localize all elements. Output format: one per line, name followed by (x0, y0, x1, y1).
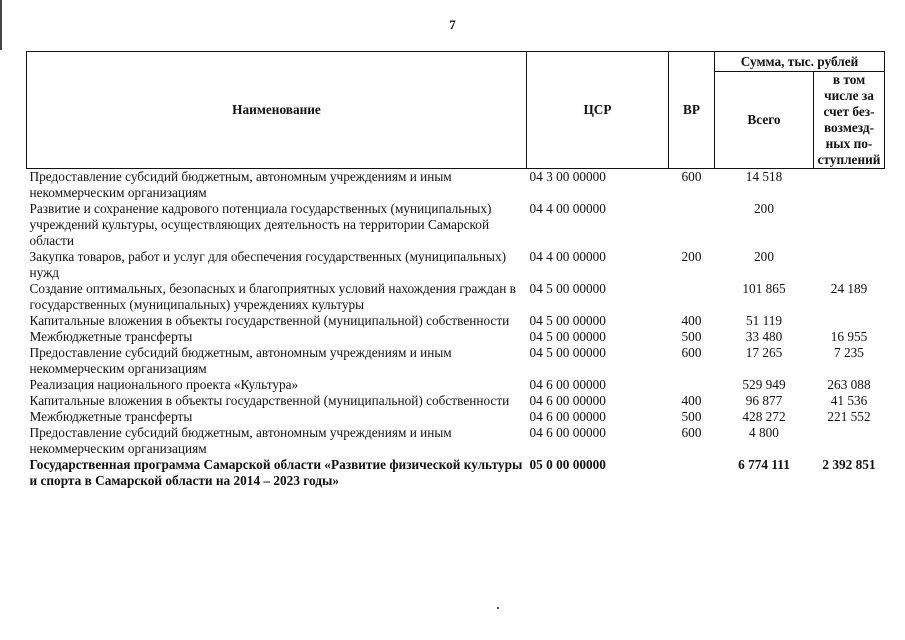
row-name: Межбюджетные трансферты (29, 329, 193, 344)
row-csr: 04 4 00 00000 (529, 249, 606, 264)
row-vr (669, 201, 715, 249)
row-total: 200 (754, 201, 774, 216)
table-row (27, 457, 885, 489)
row-csr: 04 4 00 00000 (529, 201, 606, 216)
row-share (814, 249, 885, 281)
table-row (27, 281, 885, 313)
row-csr: 04 6 00 00000 (529, 393, 606, 408)
row-name: Государственная программа Самарской области «Развитие физической культуры и спорта в Самарской области на 2014 – 2023 годы» (29, 457, 523, 488)
row-vr: 600 (681, 169, 702, 184)
table-row (27, 377, 885, 393)
row-csr: 04 5 00 00000 (529, 281, 606, 296)
row-total: 428 272 (742, 409, 786, 424)
page-number: 7 (449, 17, 456, 32)
table-row (27, 249, 885, 281)
table-row (27, 329, 885, 345)
header-vr: ВР (669, 52, 715, 169)
header-name: Наименование (27, 52, 527, 169)
row-csr: 04 6 00 00000 (529, 425, 606, 440)
row-share: 221 552 (827, 409, 871, 424)
row-vr (669, 377, 715, 393)
row-vr (669, 457, 715, 489)
row-name: Капитальные вложения в объекты государственной (муниципальной) собственности (29, 313, 510, 328)
row-name: Межбюджетные трансферты (29, 409, 193, 424)
table-header (27, 52, 885, 169)
table-row (27, 409, 885, 425)
row-share: 2 392 851 (822, 457, 876, 472)
row-vr: 600 (681, 345, 702, 360)
row-total: 200 (754, 249, 774, 264)
row-csr: 04 5 00 00000 (529, 313, 606, 328)
row-name: Реализация национального проекта «Культура» (29, 377, 299, 392)
row-vr: 400 (681, 393, 702, 408)
row-total: 4 800 (749, 425, 779, 440)
table-row (27, 313, 885, 329)
row-csr: 04 6 00 00000 (529, 377, 606, 392)
row-vr (669, 281, 715, 313)
row-csr: 04 5 00 00000 (529, 345, 606, 360)
row-vr: 600 (681, 425, 702, 440)
row-total: 51 119 (745, 313, 783, 328)
row-share (814, 313, 885, 329)
row-name: Предоставление субсидий бюджетным, автономным учреждениям и иным некоммерческим организациям (29, 345, 452, 376)
row-name: Капитальные вложения в объекты государственной (муниципальной) собственности (29, 393, 510, 408)
row-total: 6 774 111 (738, 457, 790, 472)
row-csr: 04 6 00 00000 (529, 409, 606, 424)
table-row (27, 393, 885, 409)
row-total: 17 265 (745, 345, 783, 360)
row-name: Предоставление субсидий бюджетным, автономным учреждениям и иным некоммерческим организациям (29, 425, 452, 456)
row-vr: 500 (681, 409, 702, 424)
table-row (27, 425, 885, 457)
row-share: 41 536 (830, 393, 868, 408)
row-total: 101 865 (742, 281, 786, 296)
table-row (27, 169, 885, 202)
header-total: Всего (715, 72, 814, 169)
row-vr: 500 (681, 329, 702, 344)
row-total: 14 518 (745, 169, 783, 184)
row-share: 7 235 (834, 345, 864, 360)
scan-speck (497, 607, 499, 609)
row-total: 529 949 (742, 377, 786, 392)
row-name: Развитие и сохранение кадрового потенциала государственных (муниципальных) учреждений культуры, осуществляющих деятельность на территории Самарской области (29, 201, 492, 248)
row-share (814, 201, 885, 249)
budget-table (26, 51, 885, 489)
table-body (27, 169, 885, 490)
row-total: 33 480 (745, 329, 783, 344)
row-name: Создание оптимальных, безопасных и благоприятных условий нахождения граждан в государственных (муниципальных) учреждениях культуры (29, 281, 516, 312)
row-vr: 200 (681, 249, 702, 264)
row-csr: 04 3 00 00000 (529, 169, 606, 184)
row-share: 16 955 (830, 329, 868, 344)
row-share (814, 425, 885, 457)
row-share: 24 189 (830, 281, 868, 296)
table-row (27, 201, 885, 249)
table-row (27, 345, 885, 377)
row-csr: 04 5 00 00000 (529, 329, 606, 344)
row-total: 96 877 (745, 393, 783, 408)
row-share (814, 169, 885, 202)
row-share: 263 088 (827, 377, 871, 392)
row-name: Закупка товаров, работ и услуг для обеспечения государственных (муниципальных) нужд (29, 249, 507, 280)
row-name: Предоставление субсидий бюджетным, автономным учреждениям и иным некоммерческим организациям (29, 169, 452, 200)
header-sum: Сумма, тыс. рублей (715, 52, 885, 72)
header-csr: ЦСР (527, 52, 669, 169)
header-share: в том числе за счет без-возмезд-ных по-ступлений (814, 72, 885, 169)
row-csr: 05 0 00 00000 (529, 457, 606, 472)
row-vr: 400 (681, 313, 702, 328)
